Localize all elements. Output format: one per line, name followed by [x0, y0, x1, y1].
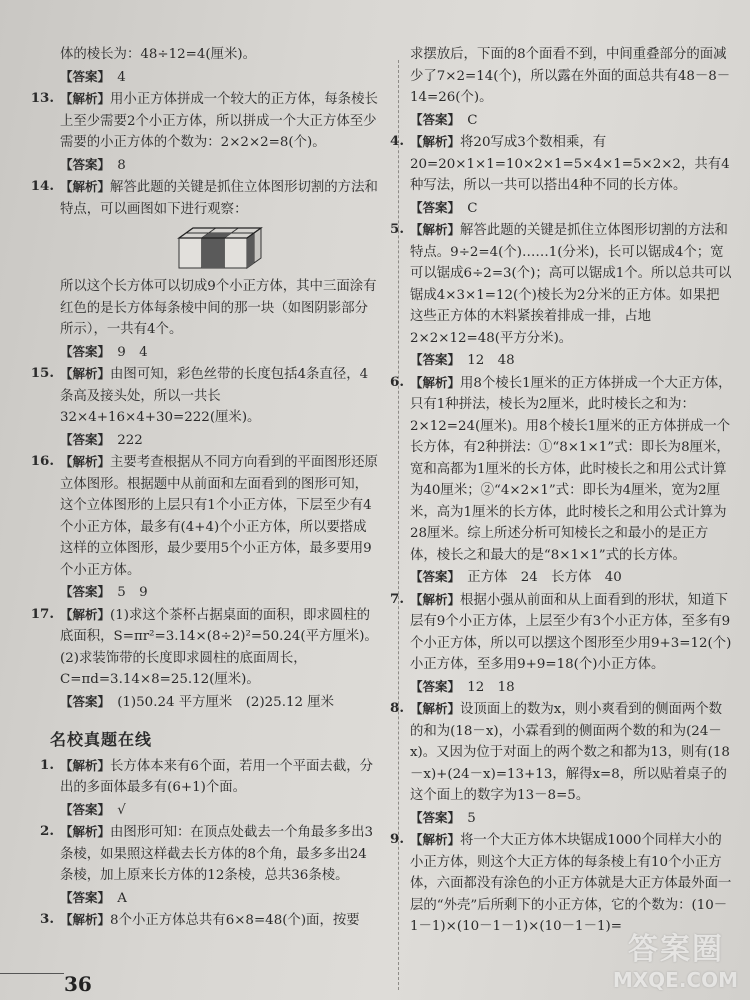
s1-analysis: 长方体本来有6个面，若用一个平面去截，分出的多面体最多有(6+1)个面。 — [60, 758, 373, 795]
question-4 — [390, 131, 732, 219]
question-14 — [30, 176, 378, 363]
analysis-tag: 【 解析 】 — [410, 592, 460, 607]
question-number: 16. — [30, 453, 54, 469]
analysis-tag: 【 解析 】 — [410, 375, 460, 390]
section-question-3 — [40, 909, 378, 932]
r4-answer: C — [467, 200, 478, 216]
analysis-tag: 【 解析 】 — [410, 832, 460, 847]
question-number: 17. — [30, 605, 54, 622]
q13-analysis: 用小正方体拼成一个较大的正方体，每条棱长上至少需要2个小正方体，所以拼成一个大正方体至少需要的小正方体的个数为：2×2×2=8(个)。 — [60, 92, 378, 150]
question-number: 15. — [30, 365, 54, 381]
q12-fragment — [60, 44, 378, 88]
analysis-tag: 【 解析 】 — [410, 222, 460, 237]
answer-tag: 【 答案 】 — [60, 802, 104, 817]
q15-answer: 222 — [117, 432, 143, 448]
question-number: 2. — [40, 823, 54, 839]
question-number: 13. — [30, 90, 54, 106]
question-16 — [30, 451, 378, 604]
answer-tag: 【 答案 】 — [410, 810, 454, 825]
r6-answer: 正方体 24 长方体 40 — [467, 570, 622, 585]
q17-analysis: (1)求这个茶杯占据桌面的面积，即求圆柱的底面积，S=πr²=3.14×(8÷2)²=50.24(平方厘米)。(2)求装饰带的长度即求圆柱的底面周长，C=πd=3.14×8=25.12(厘米)。 — [60, 607, 378, 687]
question-15 — [30, 363, 378, 451]
answer-tag: 【 答案 】 — [410, 679, 454, 694]
answer-tag: 【 答案 】 — [410, 112, 454, 127]
column-divider — [398, 60, 399, 990]
answer-tag: 【 答案 】 — [60, 890, 104, 905]
footer-rule — [0, 973, 64, 974]
question-7 — [390, 589, 732, 699]
r8-analysis: 设顶面上的数为x，则小爽看到的侧面两个数的和为(18－x)，小霖看到的侧面两个数的和为(24－x)。又因为位于对面上的两个数之和都为13，则有(18－x)+(24－x)=13+13，解得x=8，所以贴着桌子的这个面上的数字为13－8=5。 — [410, 702, 730, 803]
question-number: 1. — [40, 756, 54, 773]
section-title: 名校真题在线 — [50, 730, 153, 749]
answer-tag: 【 答案 】 — [60, 432, 104, 447]
r8-answer: 5 — [467, 810, 476, 826]
r6-analysis: 用8个棱长1厘米的正方体拼成一个大正方体，只有1种拼法，棱长为2厘米，此时棱长之和为：2×12=24(厘米)。用8个棱长1厘米的正方体拼成一个长方体，有2种拼法：①“8×1×1”式：即长为8厘米，宽和高都为1厘米的长方体，此时棱长之和用公式计算为40厘米；②“4×2×1”式：即长为4厘米，宽为2厘米，高为1厘米的长方体，此时棱长之和用公式计算为28厘米。综上所述分析可知棱长之和最小的是正方体，棱长之和最大的是“8×1×1”式的长方体。 — [410, 375, 732, 563]
cuboid-figure — [60, 224, 378, 270]
r7-answer: 12 18 — [467, 679, 515, 695]
q17-answer: (1)50.24 平方厘米 (2)25.12 厘米 — [117, 694, 335, 710]
analysis-tag: 【 解析 】 — [60, 912, 110, 927]
q3-answer: C — [467, 112, 478, 128]
analysis-tag: 【 解析 】 — [60, 758, 110, 773]
r5-analysis: 解答此题的关键是抓住立体图形切割的方法和特点。9÷2=4(个)……1(分米)，长可以锯成4个；宽可以锯成6÷2=3(个)；高可以锯成1个。所以总共可以锯成4×3×1=12(个)棱长为2分米的正方体。如果把这些正方体的木料紧挨着排成一排，占地2×2×12=48(平方分米)。 — [410, 223, 732, 346]
s1-answer: √ — [117, 802, 126, 818]
s2-analysis: 由图形可知：在顶点处截去一个角最多多出3条棱，如果照这样截去长方体的8个角，最多多出24条棱，加上原来长方体的12条棱，总共36条棱。 — [60, 825, 373, 883]
analysis-tag: 【 解析 】 — [60, 366, 110, 381]
question-13 — [30, 88, 378, 176]
s3-analysis: 8个小正方体总共有6×8=48(个)面，按要 — [110, 913, 360, 928]
question-number: 7. — [390, 590, 404, 607]
watermark-text: 答案圈 — [628, 932, 724, 967]
answer-tag: 【 答案 】 — [410, 569, 454, 584]
analysis-tag: 【 解析 】 — [60, 91, 110, 106]
s2-answer: A — [117, 890, 127, 906]
answer-tag: 【 答案 】 — [410, 200, 454, 215]
q12-answer: 4 — [117, 69, 126, 85]
answer-tag: 【 答案 】 — [60, 584, 104, 599]
page-number: 36 — [64, 972, 92, 996]
analysis-tag: 【 解析 】 — [60, 824, 110, 839]
left-column — [30, 44, 378, 932]
cuboid-diagram — [169, 224, 269, 270]
q3-continued-text: 求摆放后，下面的8个面看不到，中间重叠部分的面减少了7×2=14(个)，所以露在外面的面总共有48－8－14=26(个)。 — [410, 47, 731, 105]
watermark-logo — [594, 924, 744, 994]
question-number: 8. — [390, 700, 404, 716]
q13-answer: 8 — [117, 157, 126, 173]
right-column — [390, 44, 732, 938]
analysis-tag: 【 解析 】 — [60, 607, 110, 622]
question-17 — [30, 604, 378, 714]
q15-analysis: 由图可知，彩色丝带的长度包括4条直径，4条高及接头处，所以一共长32×4+16×4+30=222(厘米)。 — [60, 367, 369, 425]
question-6 — [390, 372, 732, 589]
answer-tag: 【 答案 】 — [60, 344, 104, 359]
question-number: 6. — [390, 373, 404, 390]
question-number: 4. — [390, 133, 404, 149]
section-question-1 — [40, 755, 378, 822]
q14-answer: 9 4 — [117, 344, 148, 360]
q12-fragment-text: 体的棱长为：48÷12=4(厘米)。 — [60, 47, 257, 62]
r4-analysis: 将20写成3个数相乘，有20=20×1×1=10×2×1=5×4×1=5×2×2，共有4种写法，所以一共可以搭出4种不同的长方体。 — [410, 135, 730, 193]
analysis-tag: 【 解析 】 — [410, 134, 460, 149]
q14-analysis: 解答此题的关键是抓住立体图形切割的方法和特点，可以画图如下进行观察： — [60, 180, 378, 217]
q16-answer: 5 9 — [117, 585, 148, 600]
analysis-tag: 【 解析 】 — [60, 179, 110, 194]
q14-analysis-continued: 所以这个长方体可以切成9个小正方体，其中三面涂有红色的是长方体每条棱中间的那一块（如图阴影部分所示），一共有4个。 — [60, 279, 377, 337]
analysis-tag: 【 解析 】 — [60, 454, 110, 469]
question-5 — [390, 219, 732, 372]
q16-analysis: 主要考查根据从不同方向看到的平面图形还原立体图形。根据题中从前面和左面看到的图形可知，这个立体图形的上层只有1个小正方体，下层至少有4个小正方体，最多有(4+4)个小正方体，所以要搭成这样的立体图形，最少要用5个小正方体，最多要用9个小正方体。 — [60, 455, 378, 578]
watermark-url: MXQE.COM — [612, 968, 738, 992]
r9-analysis: 将一个大正方体木块锯成1000个同样大小的小正方体，则这个大正方体的每条棱上有10个小正方体，六面都没有涂色的小正方体就是大正方体最外面一层的“外壳”后所剩下的小正方体，它的个数为：(10－1－1)×(10－1－1)×(10－1－1)= — [410, 833, 732, 934]
question-3-continued — [410, 44, 732, 131]
answer-tag: 【 答案 】 — [60, 157, 104, 172]
analysis-tag: 【 解析 】 — [410, 701, 460, 716]
question-number: 5. — [390, 221, 404, 237]
r7-analysis: 根据小强从前面和从上面看到的形状，知道下层有9个小正方体，上层至少有3个小正方体，至多有9个小正方体，所以可以摆这个图形至少用9+3=12(个)小正方体，至多用9+9=18(个)小正方体。 — [410, 592, 732, 672]
question-number: 14. — [30, 178, 54, 194]
answer-tag: 【 答案 】 — [60, 69, 104, 84]
question-number: 9. — [390, 831, 404, 847]
question-number: 3. — [40, 911, 54, 927]
answer-tag: 【 答案 】 — [60, 694, 104, 709]
question-9 — [390, 829, 732, 938]
section-question-2 — [40, 821, 378, 909]
answer-tag: 【 答案 】 — [410, 352, 454, 367]
r5-answer: 12 48 — [467, 353, 515, 368]
question-8 — [390, 698, 732, 829]
